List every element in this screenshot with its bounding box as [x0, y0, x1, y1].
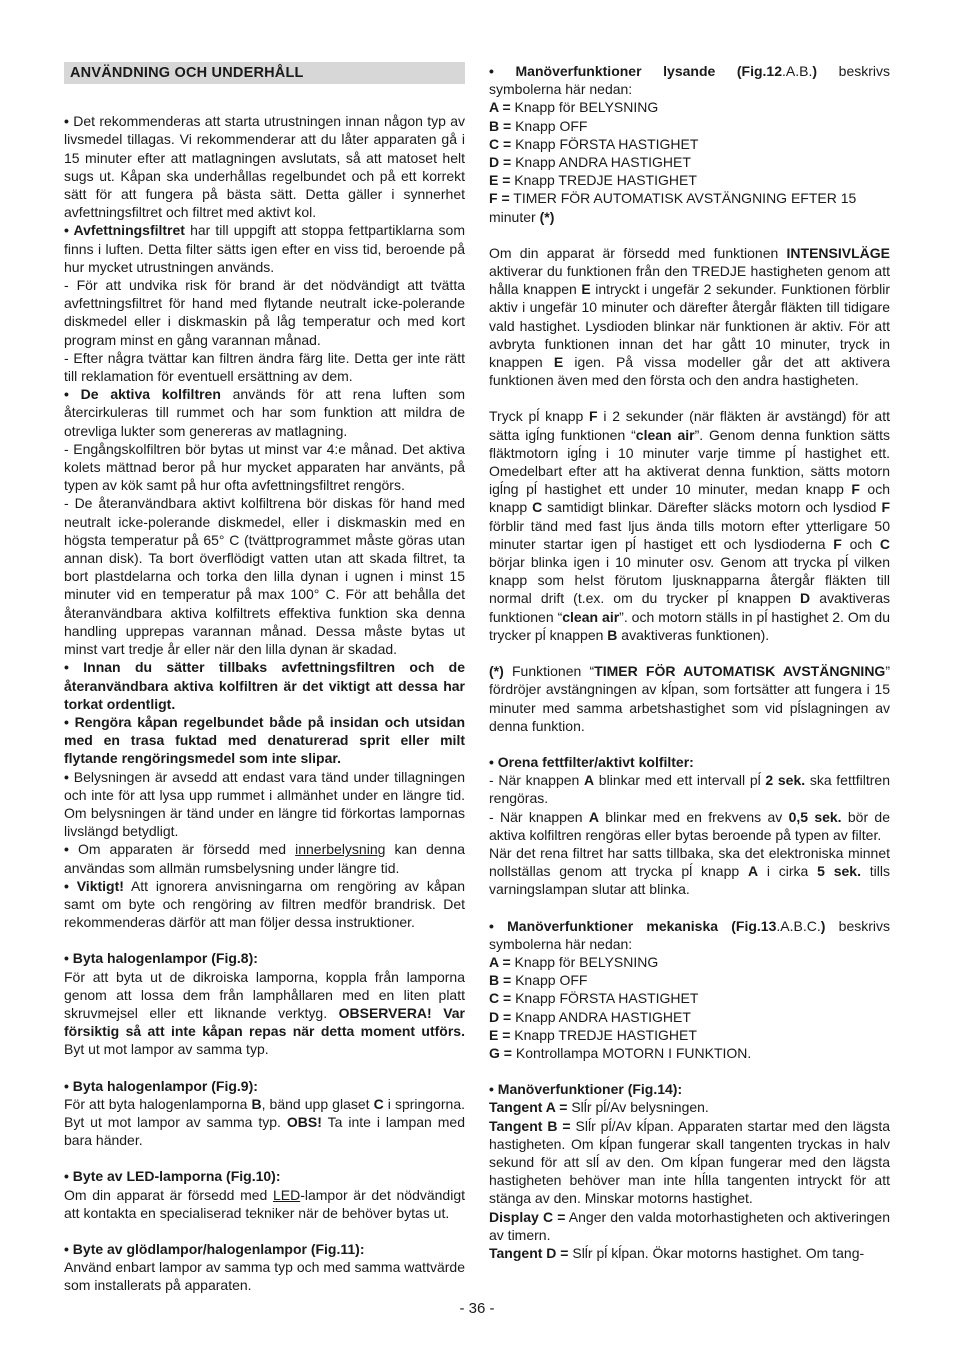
mechanical-control-item: D = Knapp ANDRA HASTIGHET [489, 1008, 691, 1025]
dirty-filter-title: • Orena fettfilter/aktivt kolfilter: [489, 753, 694, 770]
reusable-carbon-paragraph: - De återanvändbara aktivt kolfiltrena bör diskas för hand med neutralt icke-polerande diskmedel, eller i diskmaskin med en högsta temperatur på 65° C (tvättprogrammet måste göras utan annan disk). Ta bort överflödigt vatten utan att skada filtret, ta bort plastdelarna och torka den lilla dynan i ugnen i minst 15 minuter vid en temperatur på max 100° C. För att behålla det återanvändbara aktiva kolfiltrets effektiva funktion ska denna handling upprepas varannan månad. Dessa måste bytas ut minst vart tredje år eller när den lilla dynan är skadad. [64, 495, 465, 658]
left-column [64, 62, 465, 1295]
lit-controls-intro: • Manöverfunktioner lysande (Fig.12.A.B.) beskrivs symbolerna här nedan: [489, 63, 891, 98]
tangent-a-line: Tangent A = Slĺr pĺ/Av belysningen. [489, 1099, 709, 1116]
inner-lighting-paragraph: • Om apparaten är försedd med innerbelysning kan denna användas som allmän rumsbelysning under längre tid. [64, 841, 465, 876]
controls-fig14-title: • Manöverfunktioner (Fig.14): [489, 1081, 683, 1098]
lit-control-item: C = Knapp FÖRSTA HASTIGHET [489, 135, 699, 152]
page-number: - 36 - [459, 1300, 495, 1317]
mechanical-control-item: E = Knapp TREDJE HASTIGHET [489, 1026, 697, 1043]
led-fig10-title: • Byte av LED-lamporna (Fig.10): [64, 1168, 281, 1185]
lit-control-item: B = Knapp OFF [489, 117, 588, 134]
timer-note-paragraph: (*) Funktionen “TIMER FÖR AUTOMATISK AVSTÄNGNING” fördröjer avstängningen av kĺpan, som fortsätter att fungera i 15 minuter med samma arbetshastighet som vid pĺslagningen av denna funktion. [489, 663, 890, 734]
display-c-line: Display C = Anger den valda motorhastigheten och aktiveringen av timern. [489, 1208, 890, 1243]
grease-filter-paragraph: • Avfettningsfiltret har till uppgift att stoppa fettpartiklarna som finns i luften. Detta filter sätts igen efter en viss tid, beroende på hur mycket utrustningen används. [64, 222, 465, 275]
lit-control-item: E = Knapp TREDJE HASTIGHET [489, 172, 697, 189]
filter-color-paragraph: - Efter några tvättar kan filtren ändra färg lite. Detta ger inte rätt till reklamation för eventuell ersättning av dem. [64, 349, 465, 385]
lit-control-item: A = Knapp för BELYSNING [489, 99, 659, 116]
clean-air-paragraph: Tryck pĺ knapp F i 2 sekunder (när fläkten är avstängd) för att sätta igĺng funktionen “clean air”. Genom denna funktion sätts fläktmotorn igĺng i 10 minuter varje timme pĺ hastighet ett. Omedelbart efter att ha aktiverat denna funktion, sätts motorn igĺng pĺ hastighet ett under 10 minuter, medan knapp F och knapp C samtidigt blinkar. Därefter släcks motorn och lysdiod F förblir tänd med fast ljus ända tills motorn efter ytterligare 50 minuter startar igen pĺ hastiget ett och lysdioderna F och C börjar blinka igen i 10 minuter osv. Genom att trycka pĺ vilken knapp som helst förutom ljusknapparna återgår fläkten till normal drift (t.ex. om du trycker pĺ knappen D avaktiveras funktionen “clean air”. och motorn ställs in pĺ hastighet 2. Om du trycker pĺ knappen B avaktiveras funktionen). [489, 408, 890, 643]
mechanical-control-item: C = Knapp FÖRSTA HASTIGHET [489, 990, 699, 1007]
carbon-filter-paragraph: • De aktiva kolfiltren används för att rena luften som återcirkuleras till rummet och har som funktion att mildra de otrevliga lukter som genereras av matlagning. [64, 386, 465, 439]
section-heading: ANVÄNDNING OCH UNDERHÅLL [64, 62, 465, 84]
led-fig10-text: Om din apparat är försedd med LED-lampor är det nödvändigt att kontakta en specialiserad tekniker när de behöver bytas ut. [64, 1186, 466, 1221]
dirty-filter-reset-line: När det rena filtret har satts tillbaka, ska det elektroniska minnet nollställas genom att trycka pĺ knapp A i cirka 5 sek. tills varningslampan slutar att blinka. [489, 844, 890, 898]
lit-control-item: D = Knapp ANDRA HASTIGHET [489, 154, 691, 171]
tangent-b-line: Tangent B = Slĺr pĺ/Av kĺpan. Apparaten startar med den lägsta hastigheten. Om kĺpan fungerar skall tangenten tryckas in halv sekund för att slĺ av den. Om kĺpan fungerar med den lägsta hastigheten behöver man inte hĺlla tangenten intryckt för att stänga av den. Minskar motorns hastighet. [489, 1117, 891, 1207]
bulb-fig11-title: • Byte av glödlampor/halogenlampor (Fig.11): [64, 1240, 365, 1257]
lit-control-item: F = TIMER FÖR AUTOMATISK AVSTÄNGNING EFTER 15 minuter (*) [489, 190, 857, 225]
mechanical-control-item: G = Kontrollampa MOTORN I FUNKTION. [489, 1044, 752, 1061]
mechanical-controls-intro: • Manöverfunktioner mekaniska (Fig.13.A.B.C.) beskrivs symbolerna här nedan: [489, 917, 890, 952]
dry-filters-warning: • Innan du sätter tillbaks avfettningsfiltren och de återanvändbara aktiva kolfiltren är det viktigt att dessa har torkat ordentligt. [64, 659, 465, 712]
halogen-fig8-title: • Byta halogenlampor (Fig.8): [64, 950, 258, 967]
mechanical-control-item: A = Knapp för BELYSNING [489, 953, 659, 970]
bulb-fig11-text: Använd enbart lampor av samma typ och med samma wattvärde som installerats på apparaten. [64, 1259, 465, 1294]
dirty-filter-carbon-line: - När knappen A blinkar med en frekvens av 0,5 sek. bör de aktiva kolfiltren rengöras eller bytas beroende på typen av filter. [489, 808, 890, 843]
lighting-paragraph: • Belysningen är avsedd att endast vara tänd under tillagningen och inte för att lysa upp rummet i allmänhet under en längre tid. Om belysningen är tänd under en längre tid förkortas lampornas livslängd betydligt. [64, 768, 465, 840]
dirty-filter-grease-line: - När knappen A blinkar med ett intervall pĺ 2 sek. ska fettfiltren rengöras. [489, 772, 890, 807]
halogen-fig8-text: För att byta ut de dikroiska lamporna, koppla från lamporna genom att lossa dem från lamphållaren med en liten platt skruvmejsel eller ett liknande verktyg. OBSERVERA! Var försiktig så att inte kåpan repas när detta moment utförs. Byt ut mot lampor av samma typ. [64, 968, 466, 1058]
tangent-d-line: Tangent D = Slĺr pĺ kĺpan. Ökar motorns hastighet. Om tang- [489, 1244, 865, 1261]
intro-paragraph: • Det rekommenderas att starta utrustningen innan någon typ av livsmedel tillagas. Vi rekommenderar att du låter apparaten gå i 15 minuter efter att matlagningen avslutats, så att matoset helt sugs ut. Kåpan ska underhållas regelbundet och på ett korrekt sätt för att fungera på bästa sätt. Detta gäller i synnerhet avfettningsfiltret och filtret med aktivt kol. [64, 113, 465, 221]
disposable-carbon-paragraph: - Engångskolfiltren bör bytas ut minst var 4:e månad. Det aktiva kolets mättnad beror på hur mycket apparaten har använts, på typen av kök samt på hur ofta avfettningsfiltret rengörs. [64, 440, 465, 494]
mechanical-control-item: B = Knapp OFF [489, 972, 588, 989]
grease-filter-wash-paragraph: - För att undvika risk för brand är det nödvändigt att tvätta avfettningsfiltret för hand med flytande neutralt icke-polerande diskmedel eller i diskmaskin på låg temperatur och med kort program minst en gång varannan månad. [64, 277, 465, 348]
important-paragraph: • Viktigt! Att ignorera anvisningarna om rengöring av kåpan samt om byte och rengöring av filtren medför brandrisk. Det rekommenderas därför att man följer dessa instruktioner. [64, 877, 465, 931]
halogen-fig9-text: För att byta halogenlamporna B, bänd upp glaset C i springorna. Byt ut mot lampor av samma typ. OBS! Ta inte i lampan med bara händer. [64, 1095, 465, 1149]
right-column [489, 62, 890, 1262]
clean-hood-warning: • Rengöra kåpan regelbundet både på insidan och utsidan med en trasa fuktad med denaturerad sprit eller milt flytande rengöringsmedel som inte slipar. [64, 713, 465, 767]
halogen-fig9-title: • Byta halogenlampor (Fig.9): [64, 1077, 258, 1094]
intensive-mode-paragraph: Om din apparat är försedd med funktionen INTENSIVLÄGE aktiverar du funktionen från den TREDJE hastigheten genom att hålla knappen E intryckt i ungefär 2 sekunder. Funktionen förblir aktiv i ungefär 10 minuter och därefter återgår fläkten till tidigare vald hastighet. Lysdioden blinkar när funktionen är aktiv. För att avbryta funktionen innan det har gått 10 minuter, tryck in knappen E igen. På vissa modeller går det att aktivera funktionen även med den första och den andra hastigheten. [489, 244, 891, 389]
